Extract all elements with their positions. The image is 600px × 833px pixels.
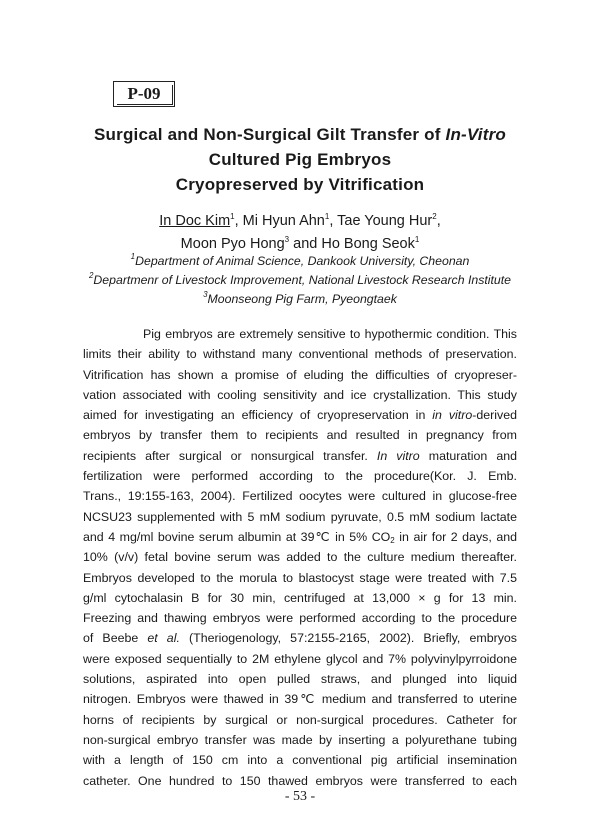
abstract-line: Embryos developed to the morula to blastocyst stage were treated with 7.5 [83,570,517,585]
poster-code-box [113,81,175,107]
abstract-line: 10% (v/v) fetal bovine serum was added to the culture medium thereafter. [83,550,517,565]
abstract-line: solutions, aspirated into open pulled straws, and plunged into liquid [83,672,517,687]
paper-title [60,122,540,197]
abstract-line: Vitrification has shown a promise of eluding the difficulties of cryopreser- [83,367,517,382]
authors-line-1: In Doc Kim$^1$, Mi Hyun Ahn$^1$, Tae Young Hur$^2$, [159,212,441,229]
abstract-line: nitrogen. Embryos were thawed in 39℃ medium and transferred to uterine [83,692,517,707]
authors-line-2: Moon Pyo Hong$^3$ and Ho Bong Seok$^1$ [180,235,420,252]
abstract-line: catheter. One hundred to 150 thawed embryos were transferred to each [83,773,517,788]
title-line-1: Surgical and Non-Surgical Gilt Transfer of In-Vitro [94,125,506,144]
abstract-line: and 4 mg/ml bovine serum albumin at 39℃ in 5% $CO_2$ in air for 2 days, and [83,529,517,545]
abstract-line: embryos by transfer them to recipients and resulted in pregnancy from [83,428,517,443]
abstract-body [83,324,517,791]
abstract-line: with a length of 150 cm into a conventional pig artificial insemination [83,753,517,768]
abstract-line: aimed for investigating an efficiency of cryopreservation in in vitro-derived [83,408,518,423]
title-line-3: Cryopreserved by Vitrification [175,175,425,194]
abstract-line: NCSU23 supplemented with 5 mM sodium pyruvate, 0.5 mM sodium lactate [83,509,517,524]
poster-code: P-09 [127,84,161,103]
abstract-line: g/ml cytochalasin B for 30 min, centrifuged at 13,000 × g for 13 min. [83,590,517,605]
abstract-line: Pig embryos are extremely sensitive to hypothermic condition. This [143,327,517,341]
affiliation-3: $^3$Moonseong Pig Farm, Pyeongtaek [203,290,397,306]
author-list [60,210,540,256]
affiliation-1: $^1$Department of Animal Science, Dankook University, Cheonan [130,252,470,268]
abstract-line: limits their ability to withstand many conventional methods of preservation. [83,347,517,362]
abstract-line: recipients after surgical or nonsurgical transfer. In vitro maturation and [83,448,517,463]
affiliations [60,252,540,309]
abstract-line: of Beebe et al. (Theriogenology, 57:2155-2165, 2002). Briefly, embryos [83,631,517,646]
abstract-line: vation associated with cooling sensitivity and ice crystallization. This study [83,387,517,402]
presenting-author: In Doc Kim [159,213,231,229]
abstract-line: Trans., 19:155-163, 2004). Fertilized oocytes were cultured in glucose-free [83,489,517,504]
abstract-line: Freezing and thawing embryos were performed according to the procedure [83,611,517,626]
page-number: - 53 - [284,789,316,804]
title-line-2: Cultured Pig Embryos [208,150,392,169]
abstract-line: horns of recipients by surgical or non-surgical procedures. Catheter for [83,712,517,727]
abstract-line: fertilization were performed according to the procedure(Kor. J. Emb. [83,469,517,484]
abstract-line: were exposed sequentially to 2M ethylene glycol and 7% polyvinylpyrroidone [83,651,517,666]
affiliation-2: $^2$Departmenr of Livestock Improvement, National Livestock Research Institute [88,271,512,287]
abstract-line: non-surgical embryo transfer was made by inserting a polyurethane tubing [83,732,517,747]
